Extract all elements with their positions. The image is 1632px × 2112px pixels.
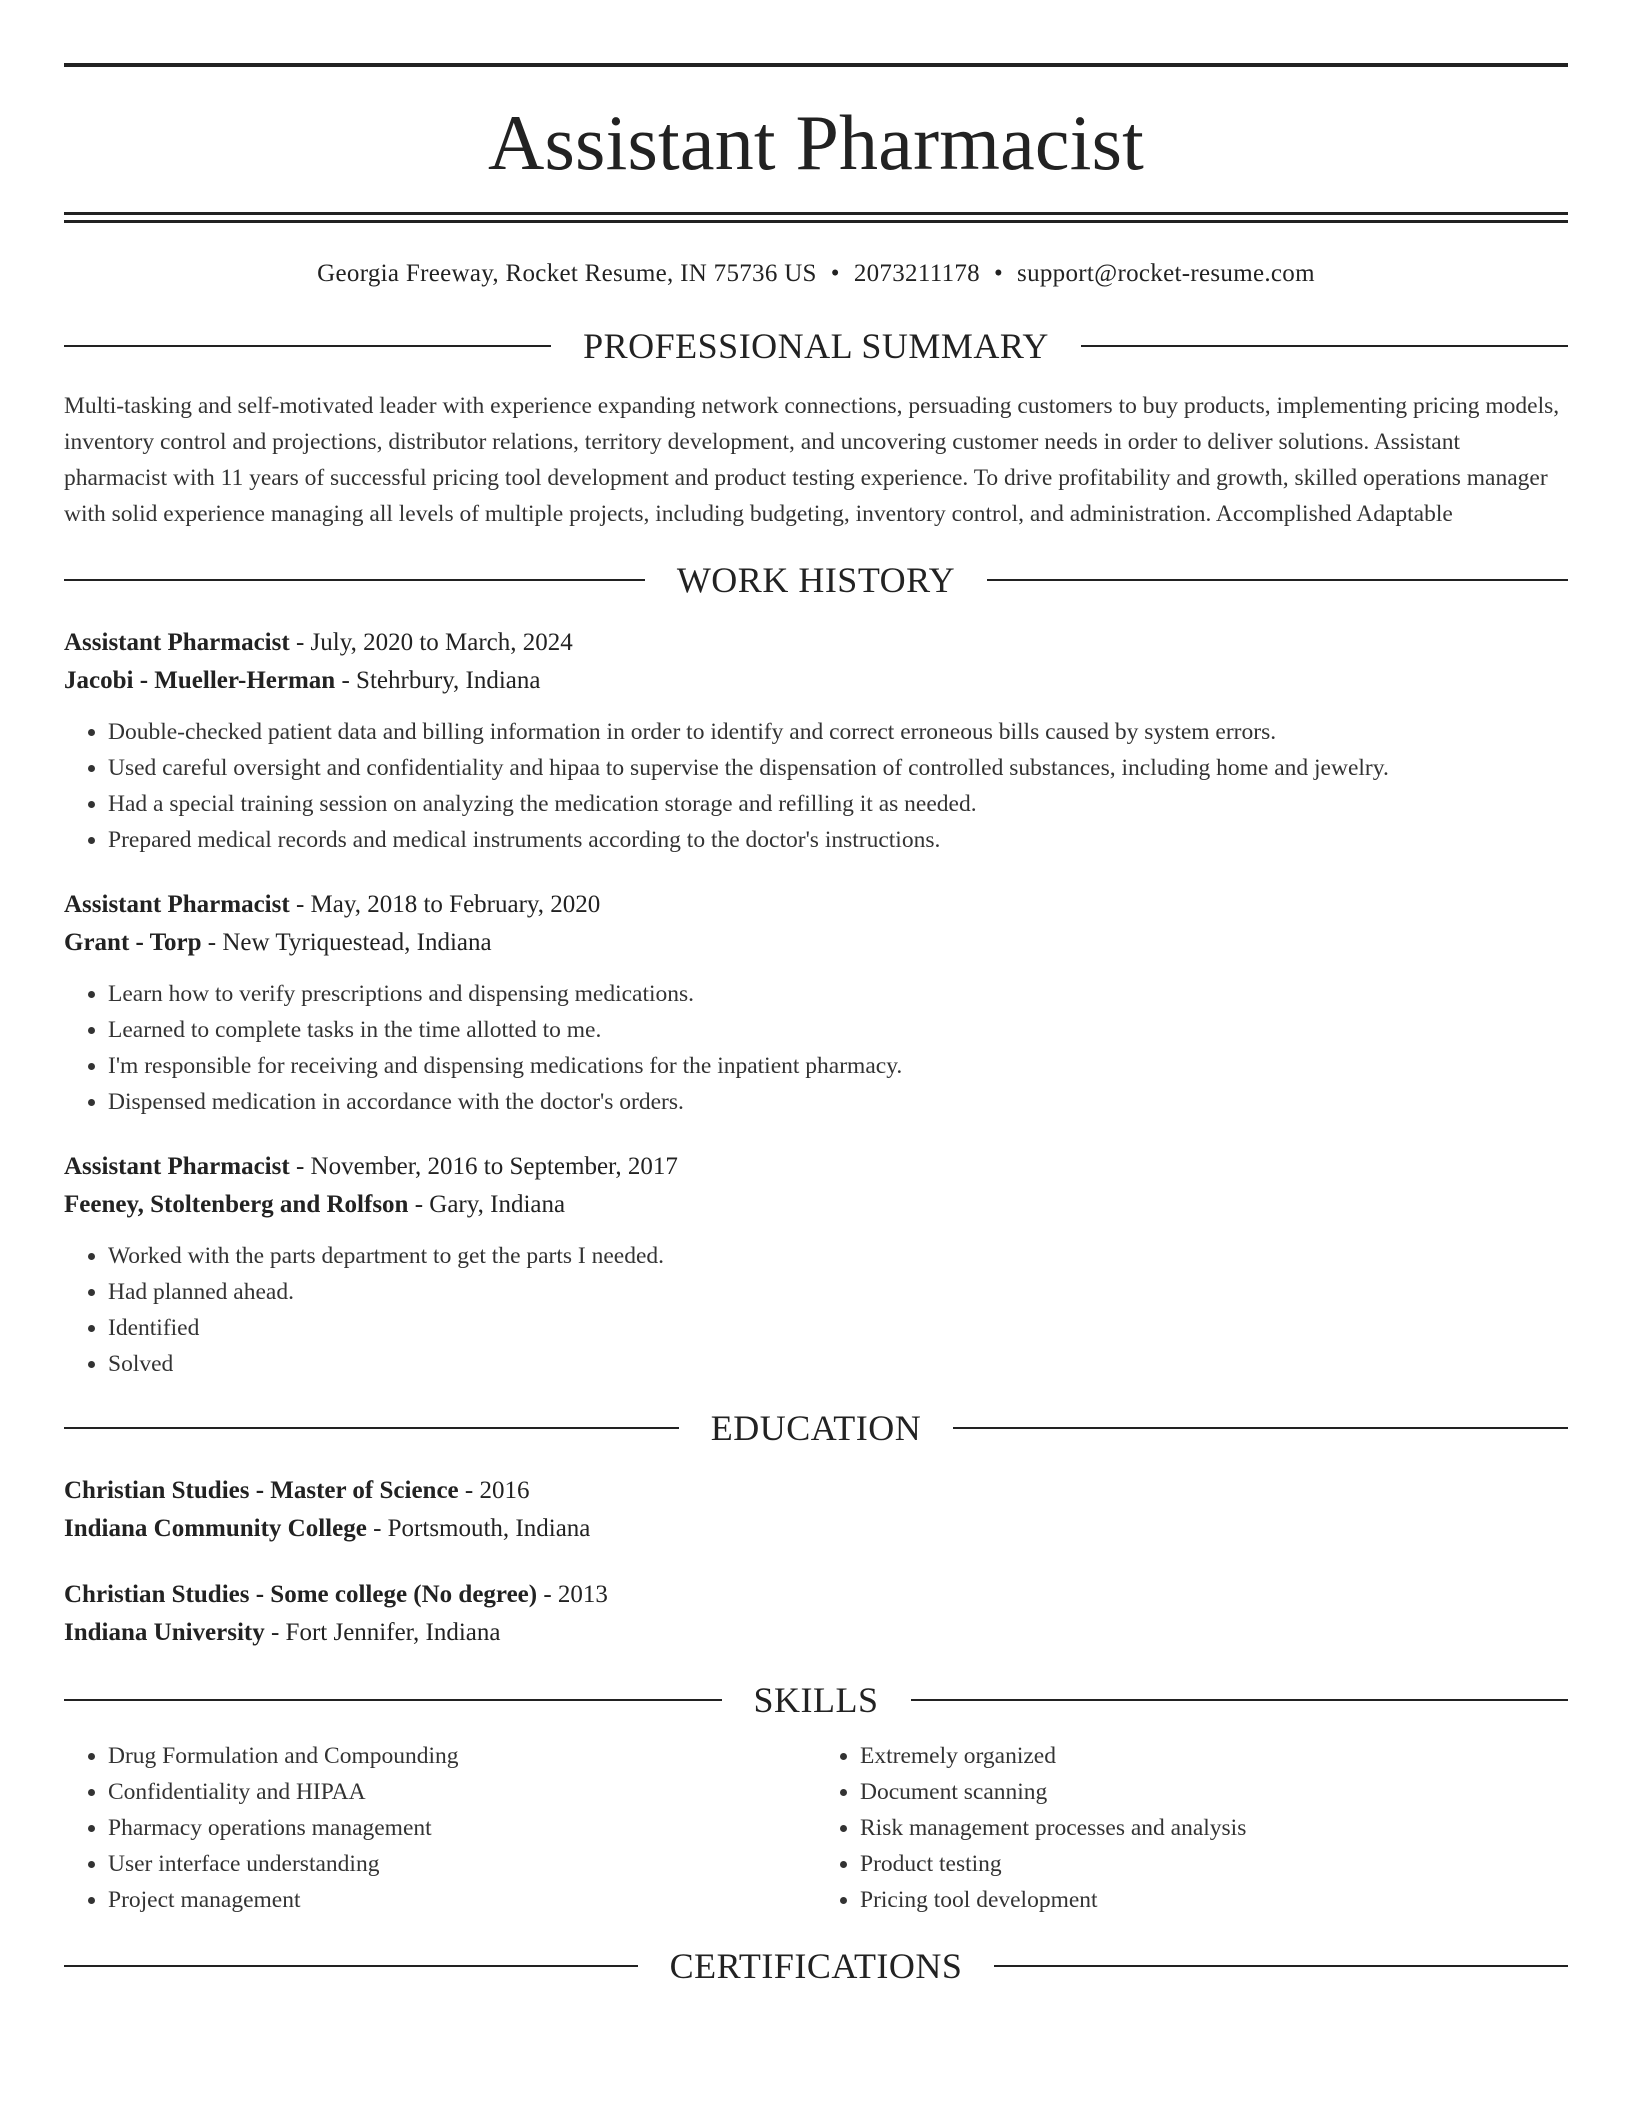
degree-year: - 2016 <box>458 1477 530 1504</box>
job-title-line <box>64 1148 1568 1186</box>
summary-text: Multi-tasking and self-motivated leader with experience expanding network connections, persuading customers to buy products, implementing pricing models, inventory control and projections, distributor relations, territory development, and uncovering customer needs in order to deliver solutions. Assistant pharmacist with 11 years of successful pricing tool development and product testing experience. To drive profitability and growth, skilled operations manager with solid experience managing all levels of multiple projects, including budgeting, inventory control, and administration. Accomplished Adaptable <box>64 393 1560 527</box>
education-list <box>64 1472 1568 1652</box>
job-dates: - May, 2018 to February, 2020 <box>289 891 601 918</box>
contact-separator: • <box>830 260 840 287</box>
degree: Christian Studies - Master of Science <box>64 1477 459 1504</box>
job-dates: - November, 2016 to September, 2017 <box>289 1153 678 1180</box>
list-item: • Used careful oversight and confidentiality and hipaa to supervise the dispensation of controlled substances, including home and jewelry. <box>108 750 1568 786</box>
job-title: Assistant Pharmacist <box>64 629 290 656</box>
school-location: - Fort Jennifer, Indiana <box>264 1619 501 1646</box>
job-title: Assistant Pharmacist <box>64 1153 290 1180</box>
education-entry <box>64 1472 1568 1548</box>
section-title: WORK HISTORY <box>676 560 956 600</box>
section-heading-certifications <box>64 1948 1568 1984</box>
list-item: • Extremely organized <box>860 1738 1568 1774</box>
heading-rule <box>64 1965 638 1967</box>
work-history-list <box>64 624 1568 1382</box>
degree-line <box>64 1576 1568 1614</box>
list-item: • I'm responsible for receiving and dispensing medications for the inpatient pharmacy. <box>108 1048 1568 1084</box>
list-item: • Worked with the parts department to get the parts I needed. <box>108 1238 1568 1274</box>
job-entry <box>64 624 1568 858</box>
list-item: • Pricing tool development <box>860 1882 1568 1918</box>
contact-address: Georgia Freeway, Rocket Resume, IN 75736 US <box>317 260 817 287</box>
list-item: • Dispensed medication in accordance with the doctor's orders. <box>108 1084 1568 1120</box>
education-entry <box>64 1576 1568 1652</box>
section-title: SKILLS <box>753 1680 879 1720</box>
job-dates: - July, 2020 to March, 2024 <box>289 629 573 656</box>
heading-rule <box>1081 345 1568 347</box>
job-location: - New Tyriquestead, Indiana <box>201 929 492 956</box>
list-item: • Double-checked patient data and billing information in order to identify and correct erroneous bills caused by system errors. <box>108 714 1568 750</box>
job-location: - Stehrbury, Indiana <box>335 667 541 694</box>
heading-rule <box>64 345 551 347</box>
section-heading-work <box>64 562 1568 598</box>
contact-email: support@rocket-resume.com <box>1017 260 1315 287</box>
section-title: EDUCATION <box>710 1408 922 1448</box>
job-company: Grant - Torp <box>64 929 202 956</box>
job-company-line <box>64 924 1568 962</box>
section-title: PROFESSIONAL SUMMARY <box>583 326 1049 366</box>
job-company: Jacobi - Mueller-Herman <box>64 667 336 694</box>
heading-rule <box>987 579 1568 581</box>
list-item: • Prepared medical records and medical instruments according to the doctor's instructions. <box>108 822 1568 858</box>
list-item: • Learned to complete tasks in the time allotted to me. <box>108 1012 1568 1048</box>
skills-columns <box>64 1738 1568 1918</box>
list-item: • Pharmacy operations management <box>108 1810 816 1846</box>
section-heading-summary <box>64 328 1568 364</box>
list-item: • Drug Formulation and Compounding <box>108 1738 816 1774</box>
list-item: • Confidentiality and HIPAA <box>108 1774 816 1810</box>
top-rule <box>64 63 1568 67</box>
degree: Christian Studies - Some college (No degree) <box>64 1581 538 1608</box>
heading-rule <box>953 1427 1568 1429</box>
heading-rule <box>911 1699 1569 1701</box>
page-title: Assistant Pharmacist <box>487 99 1145 186</box>
degree-year: - 2013 <box>537 1581 608 1608</box>
list-item: • Solved <box>108 1346 1568 1382</box>
job-entry <box>64 1148 1568 1382</box>
school-line <box>64 1510 1568 1548</box>
list-item: • Learn how to verify prescriptions and dispensing medications. <box>108 976 1568 1012</box>
job-location: - Gary, Indiana <box>408 1191 566 1218</box>
contact-line <box>64 261 1568 286</box>
heading-rule <box>64 1427 679 1429</box>
list-item: • Document scanning <box>860 1774 1568 1810</box>
job-company: Feeney, Stoltenberg and Rolfson <box>64 1191 409 1218</box>
list-item: • Product testing <box>860 1846 1568 1882</box>
job-company-line <box>64 662 1568 700</box>
list-item: • Had a special training session on analyzing the medication storage and refilling it as needed. <box>108 786 1568 822</box>
skills-right-column <box>816 1738 1568 1918</box>
school-location: - Portsmouth, Indiana <box>366 1515 591 1542</box>
section-heading-education <box>64 1410 1568 1446</box>
job-bullets <box>64 714 1568 858</box>
job-title-line <box>64 624 1568 662</box>
contact-separator: • <box>993 260 1004 287</box>
list-item: • Project management <box>108 1882 816 1918</box>
section-heading-skills <box>64 1682 1568 1718</box>
heading-rule <box>64 579 645 581</box>
school-line <box>64 1614 1568 1652</box>
degree-line <box>64 1472 1568 1510</box>
section-title: CERTIFICATIONS <box>669 1946 963 1986</box>
list-item: • Identified <box>108 1310 1568 1346</box>
list-item: • User interface understanding <box>108 1846 816 1882</box>
job-title: Assistant Pharmacist <box>64 891 290 918</box>
school: Indiana University <box>64 1619 265 1646</box>
heading-rule <box>64 1699 722 1701</box>
job-title-line <box>64 886 1568 924</box>
school: Indiana Community College <box>64 1515 367 1542</box>
job-bullets <box>64 1238 1568 1382</box>
title-double-rule <box>64 212 1568 223</box>
job-bullets <box>64 976 1568 1120</box>
skills-left-column <box>64 1738 816 1918</box>
contact-phone: 2073211178 <box>853 260 980 287</box>
heading-rule <box>994 1965 1568 1967</box>
job-entry <box>64 886 1568 1120</box>
job-company-line <box>64 1186 1568 1224</box>
list-item: • Risk management processes and analysis <box>860 1810 1568 1846</box>
list-item: • Had planned ahead. <box>108 1274 1568 1310</box>
